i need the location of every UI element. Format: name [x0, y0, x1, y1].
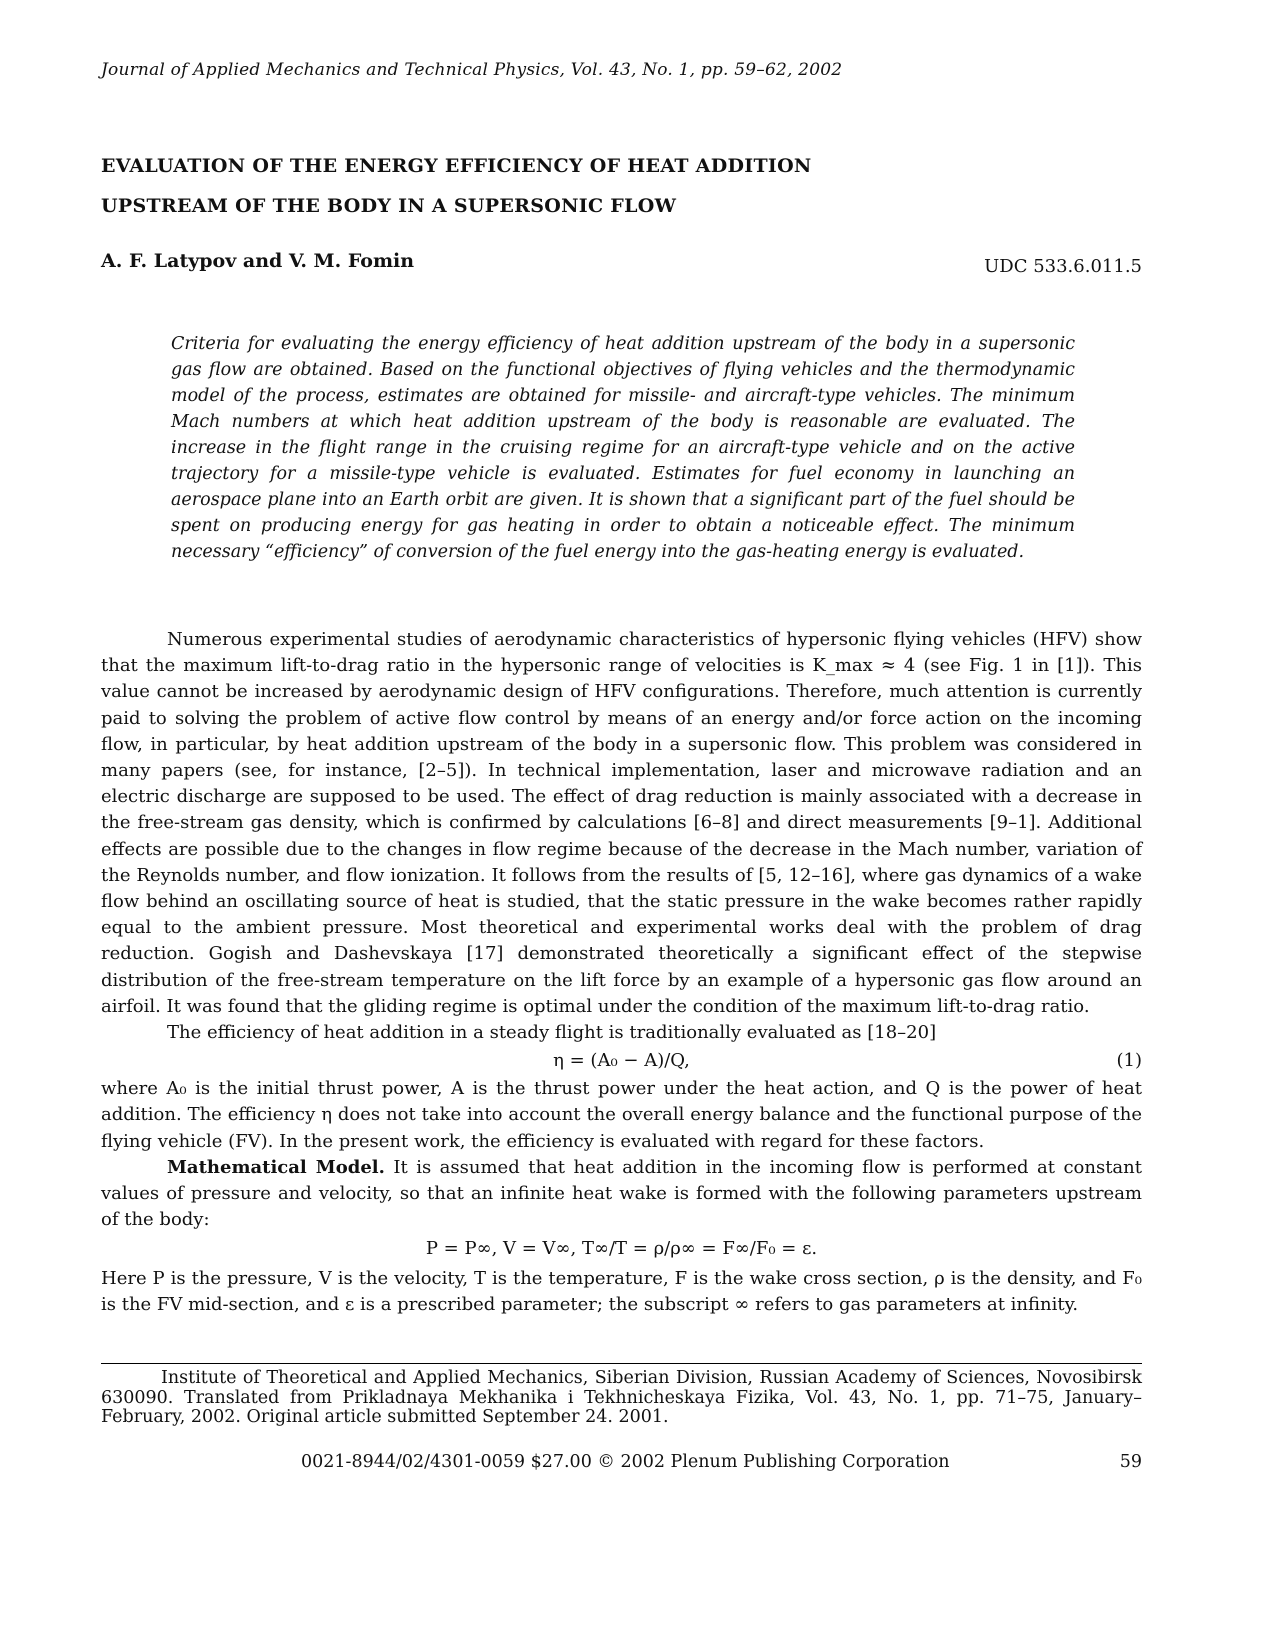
equation-1-formula: η = (A₀ − A)/Q,: [553, 1050, 690, 1072]
paragraph-model: [101, 1155, 1142, 1234]
equation-2: P = P∞, V = V∞, T∞/T = ρ/ρ∞ = F∞/F₀ = ε.: [425, 1238, 818, 1260]
paragraph-where: where A₀ is the initial thrust power, A is the thrust power under the heat action, and Q is the power of heat addition. The efficiency η does not take into account the overall energy balance and the functional purpose of the flying vehicle (FV). In the present work, the efficiency is evaluated with regard for these factors.: [101, 1078, 1142, 1152]
body-text: [101, 627, 1142, 1318]
abstract: Criteria for evaluating the energy efficiency of heat addition upstream of the body in a supersonic gas flow are obtained. Based on the functional objectives of flying vehicles and the thermodynamic model of the process, estimates are obtained for missile- and aircraft-type vehicles. The minimum Mach numbers at which heat addition upstream of the body is reasonable are evaluated. The increase in the flight range in the cruising regime for an aircraft-type vehicle and on the active trajectory for a missile-type vehicle is evaluated. Estimates for fuel economy in launching an aerospace plane into an Earth orbit are given. It is shown that a significant part of the fuel should be spent on producing energy for gas heating in order to obtain a noticeable effect. The minimum necessary “efficiency” of conversion of the fuel energy into the gas-heating energy is evaluated.: [171, 334, 1075, 562]
paragraph-intro: Numerous experimental studies of aerodynamic characteristics of hypersonic flying vehicles (HFV) show that the maximum lift-to-drag ratio in the hypersonic range of velocities is K_max ≈ 4 (see Fig. 1 in [1]). This value cannot be increased by aerodynamic design of HFV configurations. Therefore, much attention is currently paid to solving the problem of active flow control by means of an energy and/or force action on the incoming flow, in particular, by heat addition upstream of the body in a supersonic flow. This problem was considered in many papers (see, for instance, [2–5]). In technical implementation, laser and microwave radiation and an electric discharge are supposed to be used. The effect of drag reduction is mainly associated with a decrease in the free-stream gas density, which is confirmed by calculations [6–8] and direct measurements [9–1]. Additional effects are possible due to the changes in flow regime because of the decrease in the Mach number, variation of the Reynolds number, and flow ionization. It follows from the results of [5, 12–16], where gas dynamics of a wake flow behind an oscillating source of heat is studied, that the static pressure in the wake becomes rather rapidly equal to the ambient pressure. Most theoretical and experimental works deal with the problem of drag reduction. Gogish and Dashevskaya [17] demonstrated theoretically a significant effect of the stepwise distribution of the free-stream temperature on the lift force by an example of a hypersonic gas flow around an airfoil. It was found that the gliding regime is optimal under the condition of the maximum lift-to-drag ratio.: [101, 629, 1142, 1017]
journal-header: Journal of Applied Mechanics and Technical Physics, Vol. 43, No. 1, pp. 59–62, 2002: [101, 60, 843, 80]
copyright-line: 0021-8944/02/4301-0059 $27.00 © 2002 Plenum Publishing Corporation: [301, 1452, 950, 1472]
footnote: [101, 1369, 1142, 1428]
udc-code: UDC 533.6.011.5: [984, 256, 1142, 277]
article-title: [101, 146, 812, 226]
authors: A. F. Latypov and V. M. Fomin: [101, 250, 415, 272]
equation-1-number: (1): [1116, 1050, 1142, 1072]
footnote-rule: [101, 1363, 1142, 1364]
paragraph-model-text: It is assumed that heat addition in the incoming flow is performed at constant values of pressure and velocity, so that an infinite heat wake is formed with the following parameters upstream of the body:: [101, 1156, 1142, 1231]
page-number: 59: [1119, 1452, 1142, 1472]
paragraph-efficiency: The efficiency of heat addition in a steady flight is traditionally evaluated as [18–20]: [167, 1022, 937, 1044]
title-line-1: EVALUATION OF THE ENERGY EFFICIENCY OF HEAT ADDITION: [101, 155, 812, 177]
footnote-text: Institute of Theoretical and Applied Mechanics, Siberian Division, Russian Academy of Sciences, Novosibirsk 630090. Translated from Prikladnaya Mekhanika i Tekhnicheskaya Fizika, Vol. 43, No. 1, pp. 71–75, January–February, 2002. Original article submitted September 24. 2001.: [101, 1368, 1142, 1427]
paragraph-definitions: Here P is the pressure, V is the velocity, T is the temperature, F is the wake cross section, ρ is the density, and F₀ is the FV mid-section, and ε is a prescribed parameter; the subscript ∞ refers to gas parameters at infinity.: [101, 1267, 1142, 1315]
section-heading: Mathematical Model.: [167, 1156, 385, 1178]
title-line-2: UPSTREAM OF THE BODY IN A SUPERSONIC FLOW: [101, 195, 677, 217]
equation-1: [101, 1046, 1142, 1076]
